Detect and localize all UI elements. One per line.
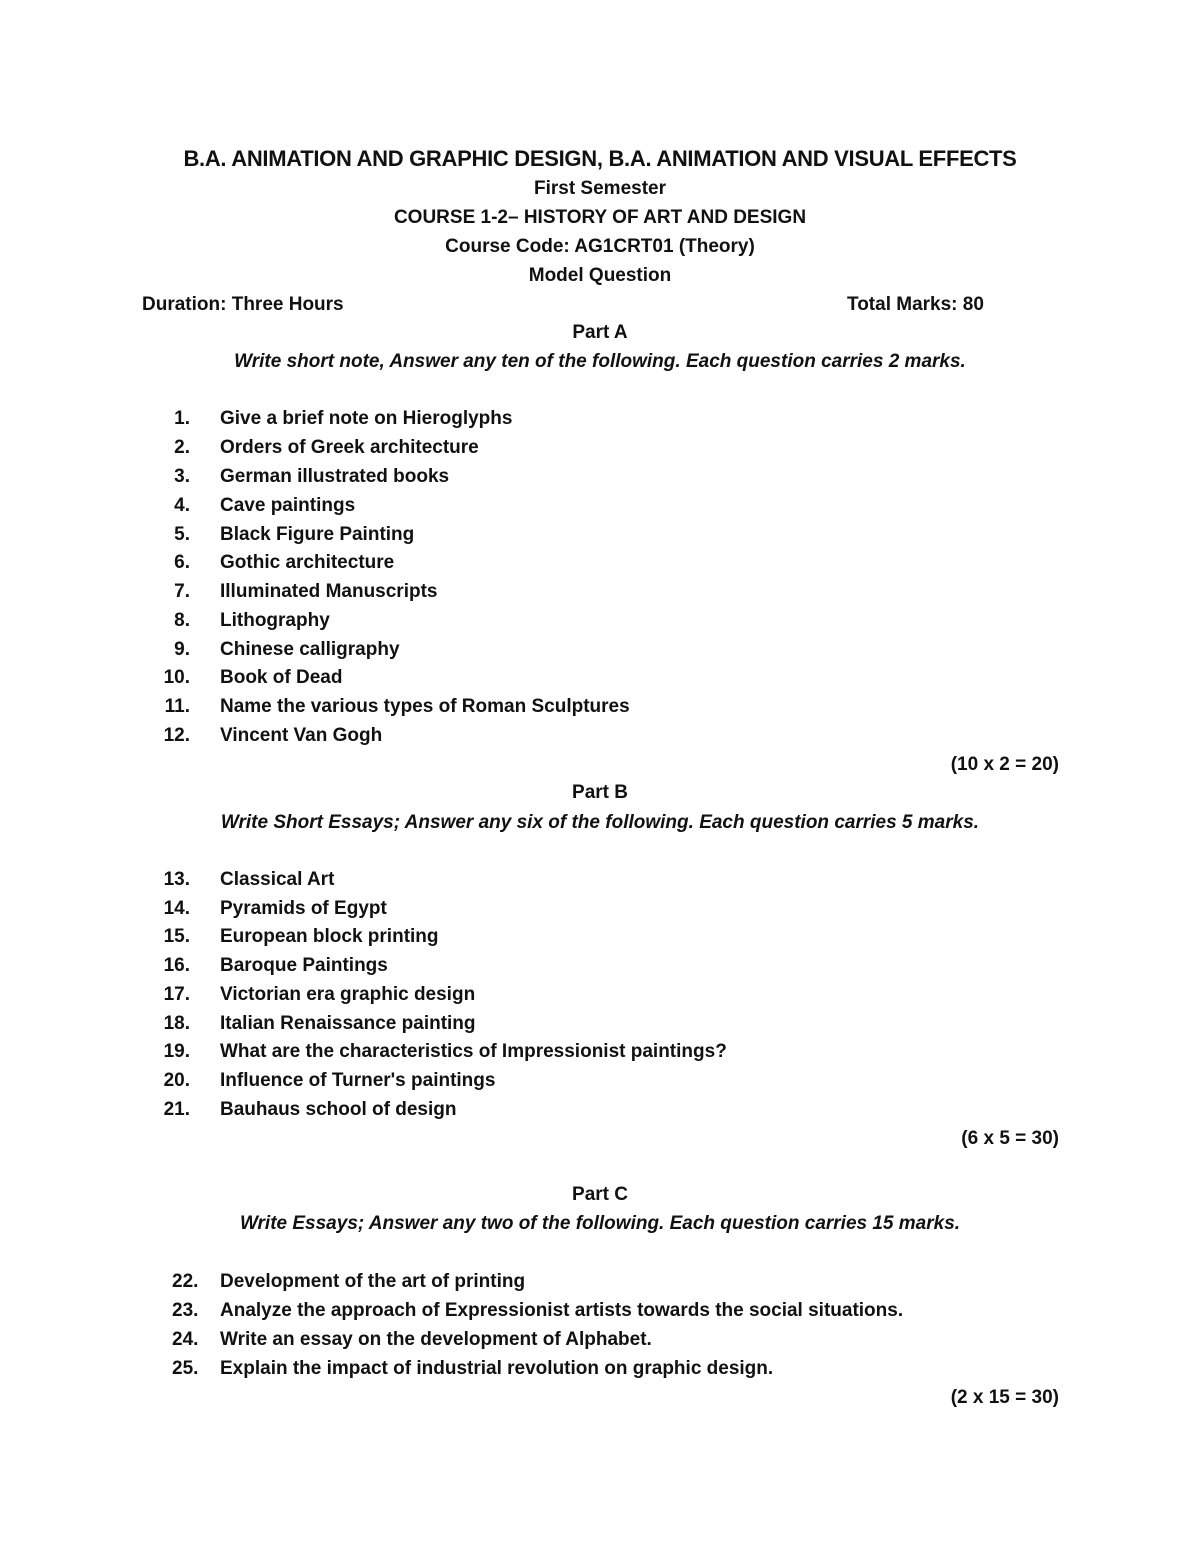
question-number: 14. bbox=[163, 898, 190, 919]
question-text: Write an essay on the development of Alphabet. bbox=[220, 1329, 652, 1350]
part-b-marks: (6 x 5 = 30) bbox=[961, 1128, 1059, 1149]
question-number: 3. bbox=[174, 466, 190, 487]
question-number: 6. bbox=[174, 552, 190, 573]
question-text: Name the various types of Roman Sculptures bbox=[220, 696, 630, 717]
question-text: Illuminated Manuscripts bbox=[220, 581, 438, 602]
question-number: 4. bbox=[174, 495, 190, 516]
question-text: What are the characteristics of Impressionist paintings? bbox=[220, 1041, 727, 1062]
question-number: 20. bbox=[163, 1070, 190, 1091]
question-number: 19. bbox=[163, 1041, 190, 1062]
question-number: 16. bbox=[163, 955, 190, 976]
question-text: Pyramids of Egypt bbox=[220, 898, 387, 919]
duration: Duration: Three Hours bbox=[142, 294, 344, 315]
question-number: 18. bbox=[163, 1013, 190, 1034]
question-text: Influence of Turner's paintings bbox=[220, 1070, 496, 1091]
part-c-instruction: Write Essays; Answer any two of the following. Each question carries 15 marks. bbox=[239, 1213, 961, 1234]
part-c-heading: Part C bbox=[572, 1184, 628, 1205]
question-text: Development of the art of printing bbox=[220, 1271, 526, 1292]
question-text: German illustrated books bbox=[220, 466, 450, 487]
question-text: Black Figure Painting bbox=[220, 524, 415, 545]
part-a-heading: Part A bbox=[572, 322, 628, 343]
question-number: 23. bbox=[172, 1300, 199, 1321]
question-text: Analyze the approach of Expressionist artists towards the social situations. bbox=[220, 1300, 904, 1321]
part-a-marks: (10 x 2 = 20) bbox=[950, 754, 1059, 775]
question-text: Gothic architecture bbox=[220, 552, 395, 573]
total-marks: Total Marks: 80 bbox=[847, 294, 984, 315]
question-text: European block printing bbox=[220, 926, 439, 947]
question-number: 12. bbox=[163, 725, 190, 746]
question-text: Classical Art bbox=[220, 869, 335, 890]
part-b-instruction: Write Short Essays; Answer any six of the following. Each question carries 5 marks. bbox=[220, 812, 980, 833]
question-text: Give a brief note on Hieroglyphs bbox=[220, 408, 513, 429]
question-text: Explain the impact of industrial revolution on graphic design. bbox=[220, 1358, 774, 1379]
question-text: Italian Renaissance painting bbox=[220, 1013, 476, 1034]
question-text: Orders of Greek architecture bbox=[220, 437, 479, 458]
question-number: 10. bbox=[163, 667, 190, 688]
part-c-marks: (2 x 15 = 30) bbox=[950, 1387, 1059, 1408]
document-title: B.A. ANIMATION AND GRAPHIC DESIGN, B.A. ANIMATION AND VISUAL EFFECTS bbox=[183, 146, 1017, 171]
course-code: Course Code: AG1CRT01 (Theory) bbox=[445, 236, 755, 257]
question-number: 11. bbox=[164, 696, 190, 717]
question-text: Baroque Paintings bbox=[220, 955, 388, 976]
part-a-instruction: Write short note, Answer any ten of the following. Each question carries 2 marks. bbox=[234, 351, 966, 372]
course-title: COURSE 1-2– HISTORY OF ART AND DESIGN bbox=[393, 207, 807, 228]
question-text: Cave paintings bbox=[220, 495, 356, 516]
question-number: 9. bbox=[174, 639, 190, 660]
question-text: Bauhaus school of design bbox=[220, 1099, 457, 1120]
paper-type: Model Question bbox=[528, 265, 672, 286]
question-number: 8. bbox=[174, 610, 190, 631]
question-number: 2. bbox=[174, 437, 190, 458]
question-text: Victorian era graphic design bbox=[220, 984, 476, 1005]
question-text: Book of Dead bbox=[220, 667, 343, 688]
question-number: 24. bbox=[172, 1329, 199, 1350]
part-b-heading: Part B bbox=[572, 782, 628, 803]
question-number: 21. bbox=[163, 1099, 190, 1120]
question-number: 17. bbox=[163, 984, 190, 1005]
question-number: 25. bbox=[172, 1358, 199, 1379]
semester-label: First Semester bbox=[533, 178, 666, 199]
question-text: Lithography bbox=[220, 610, 330, 631]
question-number: 15. bbox=[163, 926, 190, 947]
question-number: 1. bbox=[174, 408, 190, 429]
question-text: Chinese calligraphy bbox=[220, 639, 400, 660]
question-number: 7. bbox=[174, 581, 190, 602]
question-number: 22. bbox=[172, 1271, 199, 1292]
question-text: Vincent Van Gogh bbox=[220, 725, 383, 746]
question-number: 13. bbox=[163, 869, 190, 890]
question-number: 5. bbox=[174, 524, 190, 545]
